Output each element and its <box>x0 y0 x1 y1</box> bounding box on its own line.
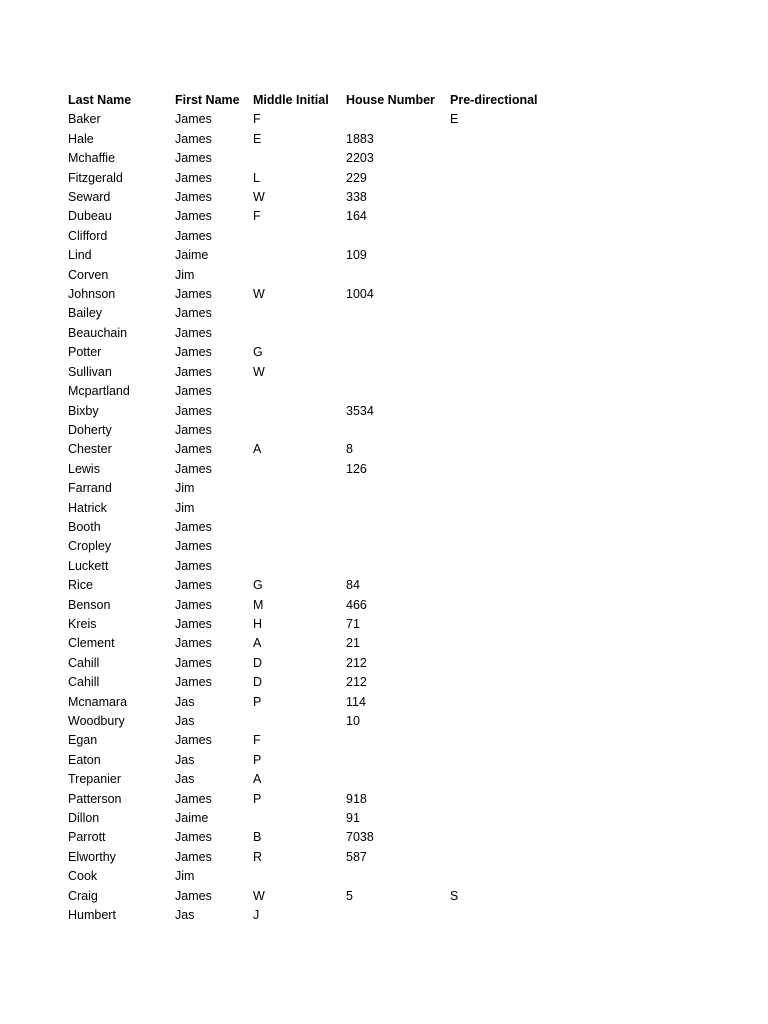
cell-first-name: James <box>175 131 212 146</box>
cell-house-number <box>346 731 450 750</box>
cell-first-name: James <box>175 325 212 340</box>
table-row <box>68 790 560 809</box>
cell-pre-directional <box>450 673 560 692</box>
cell-last-name: Clifford <box>68 228 108 243</box>
cell-last-name: Mchaffie <box>68 151 116 166</box>
cell-house-number <box>346 363 450 382</box>
cell-pre-directional <box>450 906 560 925</box>
table-row <box>68 479 560 498</box>
table-row <box>68 693 560 712</box>
cell-middle-initial <box>253 712 346 731</box>
cell-first-name: Jim <box>175 869 195 884</box>
cell-pre-directional <box>450 634 560 653</box>
cell-middle-initial: D <box>253 655 263 670</box>
cell-middle-initial <box>253 227 346 246</box>
cell-pre-directional <box>450 130 560 149</box>
cell-middle-initial: A <box>253 442 262 457</box>
cell-last-name: Lewis <box>68 461 100 476</box>
header-last-name: Last Name <box>68 93 132 107</box>
cell-middle-initial <box>253 537 346 556</box>
cell-middle-initial: E <box>253 131 262 146</box>
table-row <box>68 537 560 556</box>
cell-pre-directional <box>450 615 560 634</box>
cell-first-name: James <box>175 384 212 399</box>
cell-first-name: James <box>175 733 212 748</box>
cell-pre-directional <box>450 518 560 537</box>
cell-middle-initial: M <box>253 597 264 612</box>
cell-pre-directional <box>450 848 560 867</box>
cell-first-name: James <box>175 228 212 243</box>
cell-last-name: Parrott <box>68 830 106 845</box>
names-table <box>68 91 560 925</box>
cell-last-name: Elworthy <box>68 849 116 864</box>
cell-middle-initial: P <box>253 752 262 767</box>
cell-house-number <box>346 421 450 440</box>
cell-middle-initial <box>253 867 346 886</box>
cell-pre-directional <box>450 188 560 207</box>
table-row <box>68 596 560 615</box>
table-row <box>68 673 560 692</box>
cell-middle-initial: W <box>253 287 265 302</box>
cell-middle-initial: B <box>253 830 262 845</box>
cell-first-name: James <box>175 830 212 845</box>
table-row <box>68 363 560 382</box>
cell-first-name: James <box>175 403 212 418</box>
cell-last-name: Clement <box>68 636 115 651</box>
table-row <box>68 634 560 653</box>
table-row <box>68 906 560 925</box>
cell-first-name: James <box>175 791 212 806</box>
cell-last-name: Cahill <box>68 675 100 690</box>
cell-pre-directional <box>450 537 560 556</box>
cell-house-number <box>346 266 450 285</box>
cell-first-name: James <box>175 616 212 631</box>
table-row <box>68 207 560 226</box>
cell-last-name: Sullivan <box>68 364 112 379</box>
cell-last-name: Cropley <box>68 539 112 554</box>
table-row <box>68 615 560 634</box>
cell-pre-directional <box>450 402 560 421</box>
table-row <box>68 227 560 246</box>
cell-house-number: 21 <box>346 636 360 651</box>
table-body <box>68 110 560 925</box>
cell-pre-directional <box>450 266 560 285</box>
cell-pre-directional <box>450 460 560 479</box>
cell-pre-directional <box>450 246 560 265</box>
table-row <box>68 304 560 323</box>
cell-house-number: 71 <box>346 616 360 631</box>
table-row <box>68 731 560 750</box>
header-middle-initial: Middle Initial <box>253 93 329 107</box>
cell-last-name: Seward <box>68 190 111 205</box>
cell-first-name: James <box>175 151 212 166</box>
cell-first-name: Jas <box>175 908 195 923</box>
cell-middle-initial: F <box>253 733 261 748</box>
cell-house-number: 212 <box>346 675 367 690</box>
cell-last-name: Booth <box>68 519 101 534</box>
cell-last-name: Farrand <box>68 481 112 496</box>
cell-house-number: 1004 <box>346 287 374 302</box>
cell-pre-directional <box>450 867 560 886</box>
cell-middle-initial: A <box>253 772 262 787</box>
cell-pre-directional <box>450 227 560 246</box>
table-row <box>68 557 560 576</box>
cell-pre-directional <box>450 285 560 304</box>
cell-middle-initial: W <box>253 888 265 903</box>
cell-pre-directional <box>450 421 560 440</box>
cell-first-name: Jim <box>175 481 195 496</box>
cell-last-name: Eaton <box>68 752 101 767</box>
cell-first-name: James <box>175 345 212 360</box>
table-row <box>68 576 560 595</box>
cell-last-name: Craig <box>68 888 98 903</box>
cell-first-name: James <box>175 190 212 205</box>
cell-first-name: Jas <box>175 714 195 728</box>
cell-house-number <box>346 479 450 498</box>
cell-first-name: James <box>175 170 212 185</box>
cell-pre-directional <box>450 324 560 343</box>
cell-last-name: Kreis <box>68 616 97 631</box>
cell-first-name: Jaime <box>175 811 209 826</box>
cell-first-name: James <box>175 442 212 457</box>
table-row <box>68 149 560 168</box>
cell-last-name: Dubeau <box>68 209 112 224</box>
cell-middle-initial <box>253 304 346 323</box>
cell-house-number: 164 <box>346 209 367 224</box>
cell-first-name: James <box>175 209 212 224</box>
cell-last-name: Luckett <box>68 558 109 573</box>
cell-house-number <box>346 537 450 556</box>
table-row <box>68 343 560 362</box>
cell-middle-initial <box>253 266 346 285</box>
cell-last-name: Beauchain <box>68 325 128 340</box>
cell-pre-directional <box>450 712 560 731</box>
cell-middle-initial <box>253 382 346 401</box>
table-row <box>68 130 560 149</box>
cell-house-number: 918 <box>346 791 367 806</box>
cell-house-number: 338 <box>346 190 367 205</box>
cell-house-number: 1883 <box>346 131 374 146</box>
header-pre-directional: Pre-directional <box>450 93 538 107</box>
cell-middle-initial <box>253 499 346 518</box>
cell-middle-initial <box>253 557 346 576</box>
cell-house-number <box>346 343 450 362</box>
cell-last-name: Egan <box>68 733 98 748</box>
cell-pre-directional <box>450 809 560 828</box>
cell-pre-directional <box>450 576 560 595</box>
cell-house-number <box>346 110 450 129</box>
cell-first-name: Jaime <box>175 248 209 263</box>
cell-last-name: Mcnamara <box>68 694 128 709</box>
table-row <box>68 169 560 188</box>
cell-first-name: James <box>175 519 212 534</box>
cell-last-name: Chester <box>68 442 112 457</box>
table-row <box>68 110 560 129</box>
table-row <box>68 440 560 459</box>
cell-pre-directional <box>450 382 560 401</box>
header-row <box>68 91 560 110</box>
cell-house-number <box>346 751 450 770</box>
cell-middle-initial <box>253 246 346 265</box>
cell-middle-initial <box>253 324 346 343</box>
cell-house-number: 84 <box>346 578 360 593</box>
cell-middle-initial <box>253 402 346 421</box>
cell-house-number <box>346 867 450 886</box>
cell-last-name: Patterson <box>68 791 122 806</box>
table-row <box>68 285 560 304</box>
cell-pre-directional <box>450 304 560 323</box>
cell-middle-initial: A <box>253 636 262 651</box>
cell-first-name: Jim <box>175 500 195 515</box>
table-row <box>68 867 560 886</box>
table-row <box>68 518 560 537</box>
table-row <box>68 887 560 906</box>
header-first-name: First Name <box>175 93 240 107</box>
cell-house-number: 2203 <box>346 151 374 166</box>
cell-last-name: Humbert <box>68 908 116 923</box>
table-row <box>68 499 560 518</box>
cell-pre-directional <box>450 693 560 712</box>
cell-house-number: 126 <box>346 461 367 476</box>
cell-first-name: James <box>175 558 212 573</box>
table-row <box>68 246 560 265</box>
cell-first-name: James <box>175 287 212 302</box>
table-row <box>68 402 560 421</box>
cell-pre-directional <box>450 499 560 518</box>
cell-pre-directional <box>450 828 560 847</box>
table-row <box>68 324 560 343</box>
cell-last-name: Corven <box>68 267 109 282</box>
cell-first-name: James <box>175 364 212 379</box>
cell-last-name: Baker <box>68 112 101 127</box>
cell-house-number: 229 <box>346 170 367 185</box>
cell-last-name: Mcpartland <box>68 384 130 399</box>
cell-middle-initial <box>253 460 346 479</box>
cell-pre-directional <box>450 363 560 382</box>
cell-house-number <box>346 906 450 925</box>
cell-middle-initial: F <box>253 112 261 127</box>
cell-pre-directional <box>450 169 560 188</box>
cell-first-name: James <box>175 112 212 127</box>
cell-first-name: James <box>175 306 212 321</box>
cell-middle-initial: W <box>253 190 265 205</box>
cell-last-name: Hale <box>68 131 94 146</box>
cell-house-number: 3534 <box>346 403 374 418</box>
cell-last-name: Potter <box>68 345 102 360</box>
cell-pre-directional <box>450 751 560 770</box>
cell-house-number <box>346 304 450 323</box>
cell-first-name: James <box>175 597 212 612</box>
cell-house-number: 587 <box>346 849 367 864</box>
cell-first-name: James <box>175 422 212 437</box>
cell-first-name: James <box>175 461 212 476</box>
cell-middle-initial <box>253 421 346 440</box>
cell-house-number: 7038 <box>346 830 374 845</box>
cell-last-name: Benson <box>68 597 111 612</box>
cell-middle-initial: G <box>253 345 263 360</box>
cell-house-number: 114 <box>346 694 366 709</box>
table-row <box>68 712 560 731</box>
cell-last-name: Lind <box>68 248 92 263</box>
table-row <box>68 460 560 479</box>
cell-first-name: James <box>175 539 212 554</box>
cell-first-name: James <box>175 578 212 593</box>
cell-first-name: James <box>175 888 212 903</box>
table-row <box>68 266 560 285</box>
cell-last-name: Doherty <box>68 422 112 437</box>
cell-pre-directional <box>450 207 560 226</box>
cell-pre-directional <box>450 440 560 459</box>
cell-pre-directional <box>450 479 560 498</box>
cell-house-number: 5 <box>346 888 353 903</box>
cell-house-number <box>346 227 450 246</box>
table-row <box>68 421 560 440</box>
cell-first-name: James <box>175 655 212 670</box>
cell-house-number <box>346 499 450 518</box>
cell-house-number: 10 <box>346 714 360 728</box>
cell-first-name: James <box>175 675 212 690</box>
cell-house-number <box>346 324 450 343</box>
cell-middle-initial: P <box>253 694 262 709</box>
cell-first-name: Jas <box>175 694 195 709</box>
cell-middle-initial: W <box>253 364 265 379</box>
table-row <box>68 848 560 867</box>
cell-middle-initial: L <box>253 170 260 185</box>
cell-middle-initial: J <box>253 908 260 923</box>
cell-pre-directional <box>450 149 560 168</box>
header-house-number: House Number <box>346 93 435 107</box>
cell-middle-initial <box>253 479 346 498</box>
table-row <box>68 770 560 789</box>
cell-middle-initial: G <box>253 578 263 593</box>
cell-pre-directional: S <box>450 888 459 903</box>
spreadsheet-page <box>68 91 560 925</box>
cell-last-name: Cook <box>68 869 98 884</box>
cell-last-name: Bailey <box>68 306 103 321</box>
cell-last-name: Fitzgerald <box>68 170 123 185</box>
table-row <box>68 809 560 828</box>
cell-last-name: Hatrick <box>68 500 107 515</box>
cell-middle-initial <box>253 149 346 168</box>
cell-first-name: Jim <box>175 267 195 282</box>
cell-pre-directional: E <box>450 112 459 127</box>
cell-house-number: 212 <box>346 655 367 670</box>
cell-last-name: Dillon <box>68 811 100 826</box>
cell-last-name: Trepanier <box>68 772 122 787</box>
table-row <box>68 751 560 770</box>
table-row <box>68 188 560 207</box>
cell-first-name: James <box>175 636 212 651</box>
cell-pre-directional <box>450 596 560 615</box>
table-row <box>68 828 560 847</box>
cell-last-name: Bixby <box>68 403 99 418</box>
cell-pre-directional <box>450 654 560 673</box>
cell-middle-initial: D <box>253 675 263 690</box>
cell-last-name: Johnson <box>68 287 116 302</box>
cell-house-number: 91 <box>346 811 360 826</box>
cell-house-number: 109 <box>346 248 367 263</box>
cell-house-number <box>346 518 450 537</box>
cell-pre-directional <box>450 557 560 576</box>
table-row <box>68 382 560 401</box>
table-row <box>68 654 560 673</box>
cell-middle-initial: R <box>253 849 263 864</box>
cell-pre-directional <box>450 770 560 789</box>
cell-house-number <box>346 382 450 401</box>
cell-last-name: Rice <box>68 578 94 593</box>
cell-pre-directional <box>450 343 560 362</box>
cell-first-name: James <box>175 849 212 864</box>
cell-last-name: Cahill <box>68 655 100 670</box>
cell-pre-directional <box>450 731 560 750</box>
cell-house-number: 466 <box>346 597 367 612</box>
cell-middle-initial <box>253 809 346 828</box>
cell-house-number <box>346 557 450 576</box>
cell-middle-initial: F <box>253 209 261 224</box>
cell-middle-initial <box>253 518 346 537</box>
cell-middle-initial: H <box>253 616 263 631</box>
cell-last-name: Woodbury <box>68 714 125 728</box>
cell-middle-initial: P <box>253 791 262 806</box>
cell-first-name: Jas <box>175 772 195 787</box>
cell-pre-directional <box>450 790 560 809</box>
cell-house-number: 8 <box>346 442 353 457</box>
cell-house-number <box>346 770 450 789</box>
cell-first-name: Jas <box>175 752 195 767</box>
